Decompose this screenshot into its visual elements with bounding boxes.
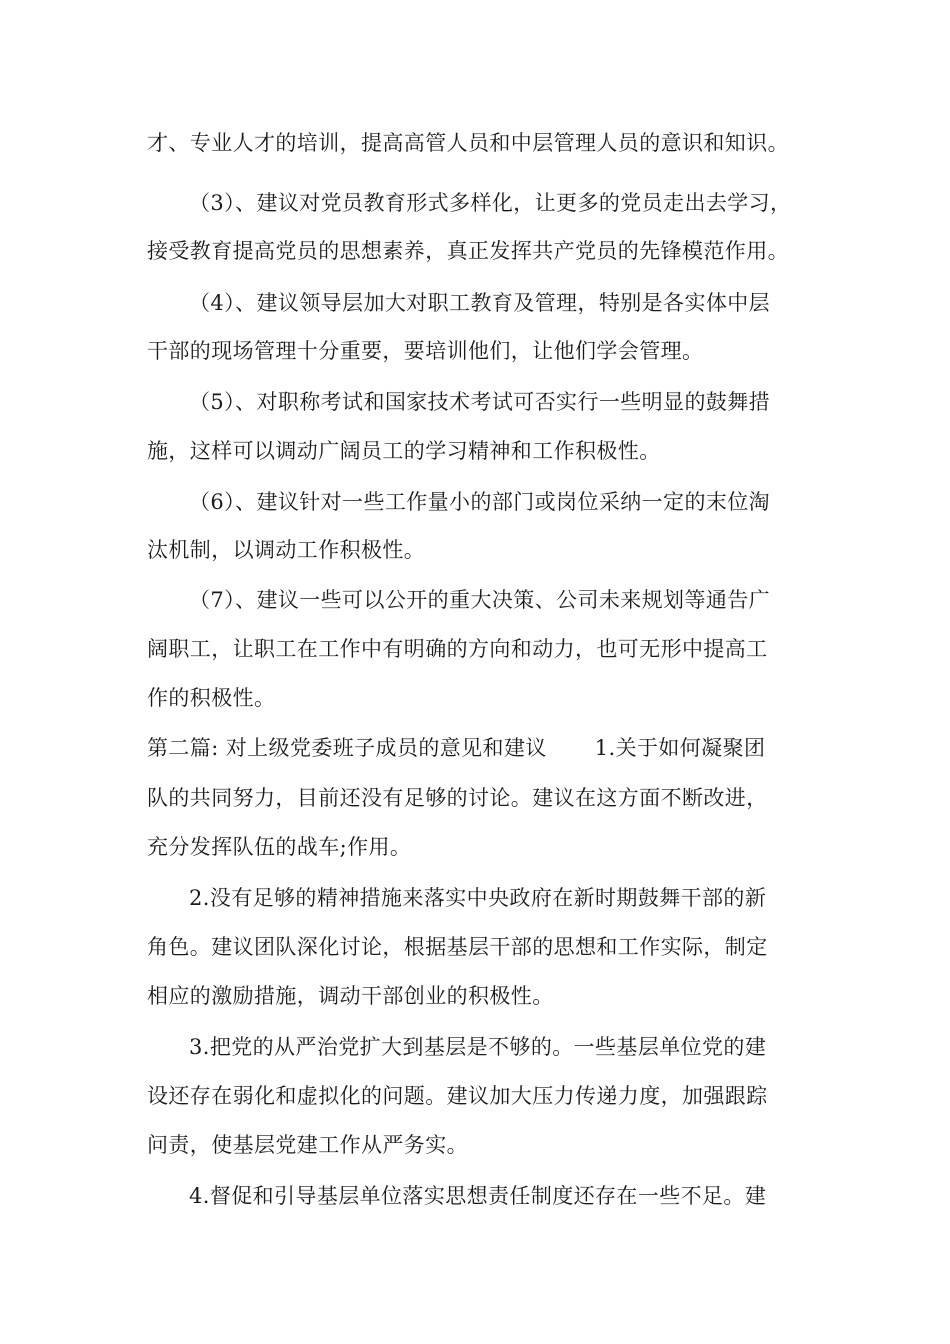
paragraph-line: 2.没有足够的精神措施来落实中央政府在新时期鼓舞干部的新 — [189, 886, 767, 910]
paragraph-line: 队的共同努力，目前还没有足够的讨论。建议在这方面不断改进， — [147, 786, 768, 810]
section-title: 第二篇: 对上级党委班子成员的意见和建议 — [147, 736, 547, 760]
paragraph-line: 问责，使基层党建工作从严务实。 — [147, 1133, 468, 1157]
paragraph-line: 阔职工，让职工在工作中有明确的方向和动力，也可无形中提高工 — [147, 637, 768, 661]
paragraph-line: 角色。建议团队深化讨论，根据基层干部的思想和工作实际，制定 — [147, 935, 768, 959]
paragraph-line: 充分发挥队伍的战车;作用。 — [147, 835, 412, 859]
paragraph-line: 相应的激励措施，调动干部创业的积极性。 — [147, 984, 554, 1008]
paragraph-line: （4）、建议领导层加大对职工教育及管理，特别是各实体中层 — [189, 291, 771, 315]
paragraph-line: 才、专业人才的培训，提高高管人员和中层管理人员的意识和知识。 — [147, 131, 789, 155]
paragraph-line: （5）、对职称考试和国家技术考试可否实行一些明显的鼓舞措 — [189, 390, 771, 414]
paragraph-line: 干部的现场管理十分重要，要培训他们，让他们学会管理。 — [147, 339, 704, 363]
paragraph-line: 作的积极性。 — [147, 686, 276, 710]
paragraph-line: 设还存在弱化和虚拟化的问题。建议加大压力传递力度，加强跟踪 — [147, 1084, 768, 1108]
paragraph-line: 施，这样可以调动广阔员工的学习精神和工作积极性。 — [147, 439, 661, 463]
paragraph-line: 汰机制，以调动工作积极性。 — [147, 538, 426, 562]
section-heading-line — [147, 731, 765, 765]
paragraph-line: （6）、建议针对一些工作量小的部门或岗位采纳一定的末位淘 — [189, 490, 771, 514]
paragraph-text: 1.关于如何凝聚团 — [594, 736, 766, 760]
paragraph-line: 4.督促和引导基层单位落实思想责任制度还存在一些不足。建 — [189, 1184, 767, 1208]
paragraph-line: （7）、建议一些可以公开的重大决策、公司未来规划等通告广 — [189, 588, 771, 612]
paragraph-line: 3.把党的从严治党扩大到基层是不够的。一些基层单位党的建 — [189, 1035, 767, 1059]
paragraph-line: （3）、建议对党员教育形式多样化，让更多的党员走出去学习， — [189, 191, 792, 215]
paragraph-line: 接受教育提高党员的思想素养，真正发挥共产党员的先锋模范作用。 — [147, 239, 789, 263]
